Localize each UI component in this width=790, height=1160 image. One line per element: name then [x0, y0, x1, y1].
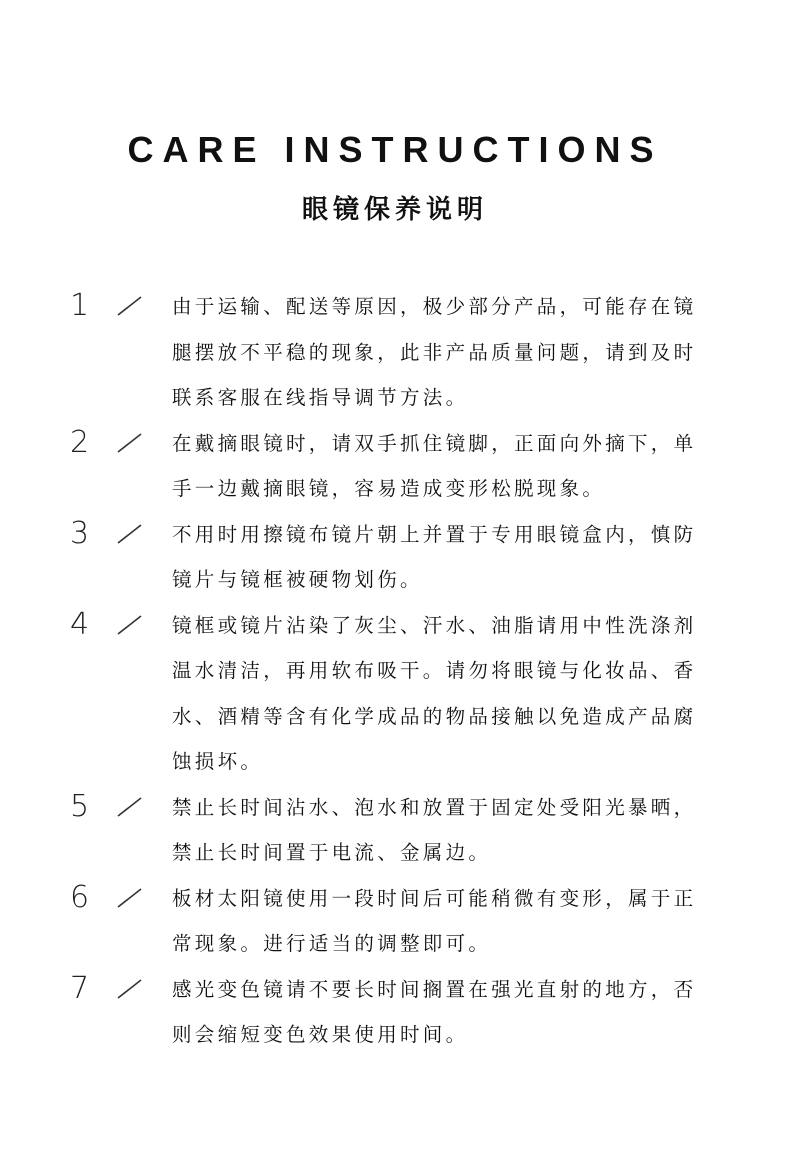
instruction-list	[0, 284, 790, 1058]
instruction-item-7	[0, 967, 790, 1058]
item-number: 2	[70, 424, 90, 460]
title-english: CARE INSTRUCTIONS	[127, 129, 663, 170]
item-text: 板材太阳镜使用一段时间后可能稍微有变形，属于正常现象。进行适当的调整即可。	[172, 886, 697, 955]
item-number: 6	[70, 879, 90, 915]
instruction-item-1	[0, 284, 790, 421]
instruction-item-5	[0, 785, 790, 876]
instruction-item-3	[0, 512, 790, 603]
instruction-item-4	[0, 603, 790, 785]
instruction-item-2	[0, 421, 790, 512]
title-chinese: 眼镜保养说明	[301, 195, 488, 225]
item-number: 4	[70, 606, 90, 642]
slash-divider-icon	[114, 523, 144, 545]
slash-divider-icon	[114, 295, 144, 317]
item-number: 3	[70, 515, 90, 551]
slash-divider-icon	[114, 614, 144, 636]
item-text: 镜框或镜片沾染了灰尘、汗水、油脂请用中性洗涤剂温水清洁，再用软布吸干。请勿将眼镜与化妆品、香水、酒精等含有化学成品的物品接触以免造成产品腐蚀损坏。	[172, 613, 697, 773]
item-number: 5	[70, 788, 90, 824]
slash-divider-icon	[114, 978, 144, 1000]
instruction-item-6	[0, 876, 790, 967]
item-text: 禁止长时间沾水、泡水和放置于固定处受阳光暴晒，禁止长时间置于电流、金属边。	[172, 795, 697, 864]
item-number: 1	[70, 288, 90, 323]
item-text: 在戴摘眼镜时，请双手抓住镜脚，正面向外摘下，单手一边戴摘眼镜，容易造成变形松脱现象。	[172, 431, 697, 500]
slash-divider-icon	[114, 887, 144, 909]
item-number: 7	[70, 970, 90, 1006]
item-text: 感光变色镜请不要长时间搁置在强光直射的地方，否则会缩短变色效果使用时间。	[172, 977, 697, 1046]
slash-divider-icon	[114, 796, 144, 818]
item-text: 由于运输、配送等原因，极少部分产品，可能存在镜腿摆放不平稳的现象，此非产品质量问题，请到及时联系客服在线指导调节方法。	[172, 295, 697, 409]
slash-divider-icon	[114, 432, 144, 454]
item-text: 不用时用擦镜布镜片朝上并置于专用眼镜盒内，慎防镜片与镜框被硬物划伤。	[172, 522, 697, 591]
